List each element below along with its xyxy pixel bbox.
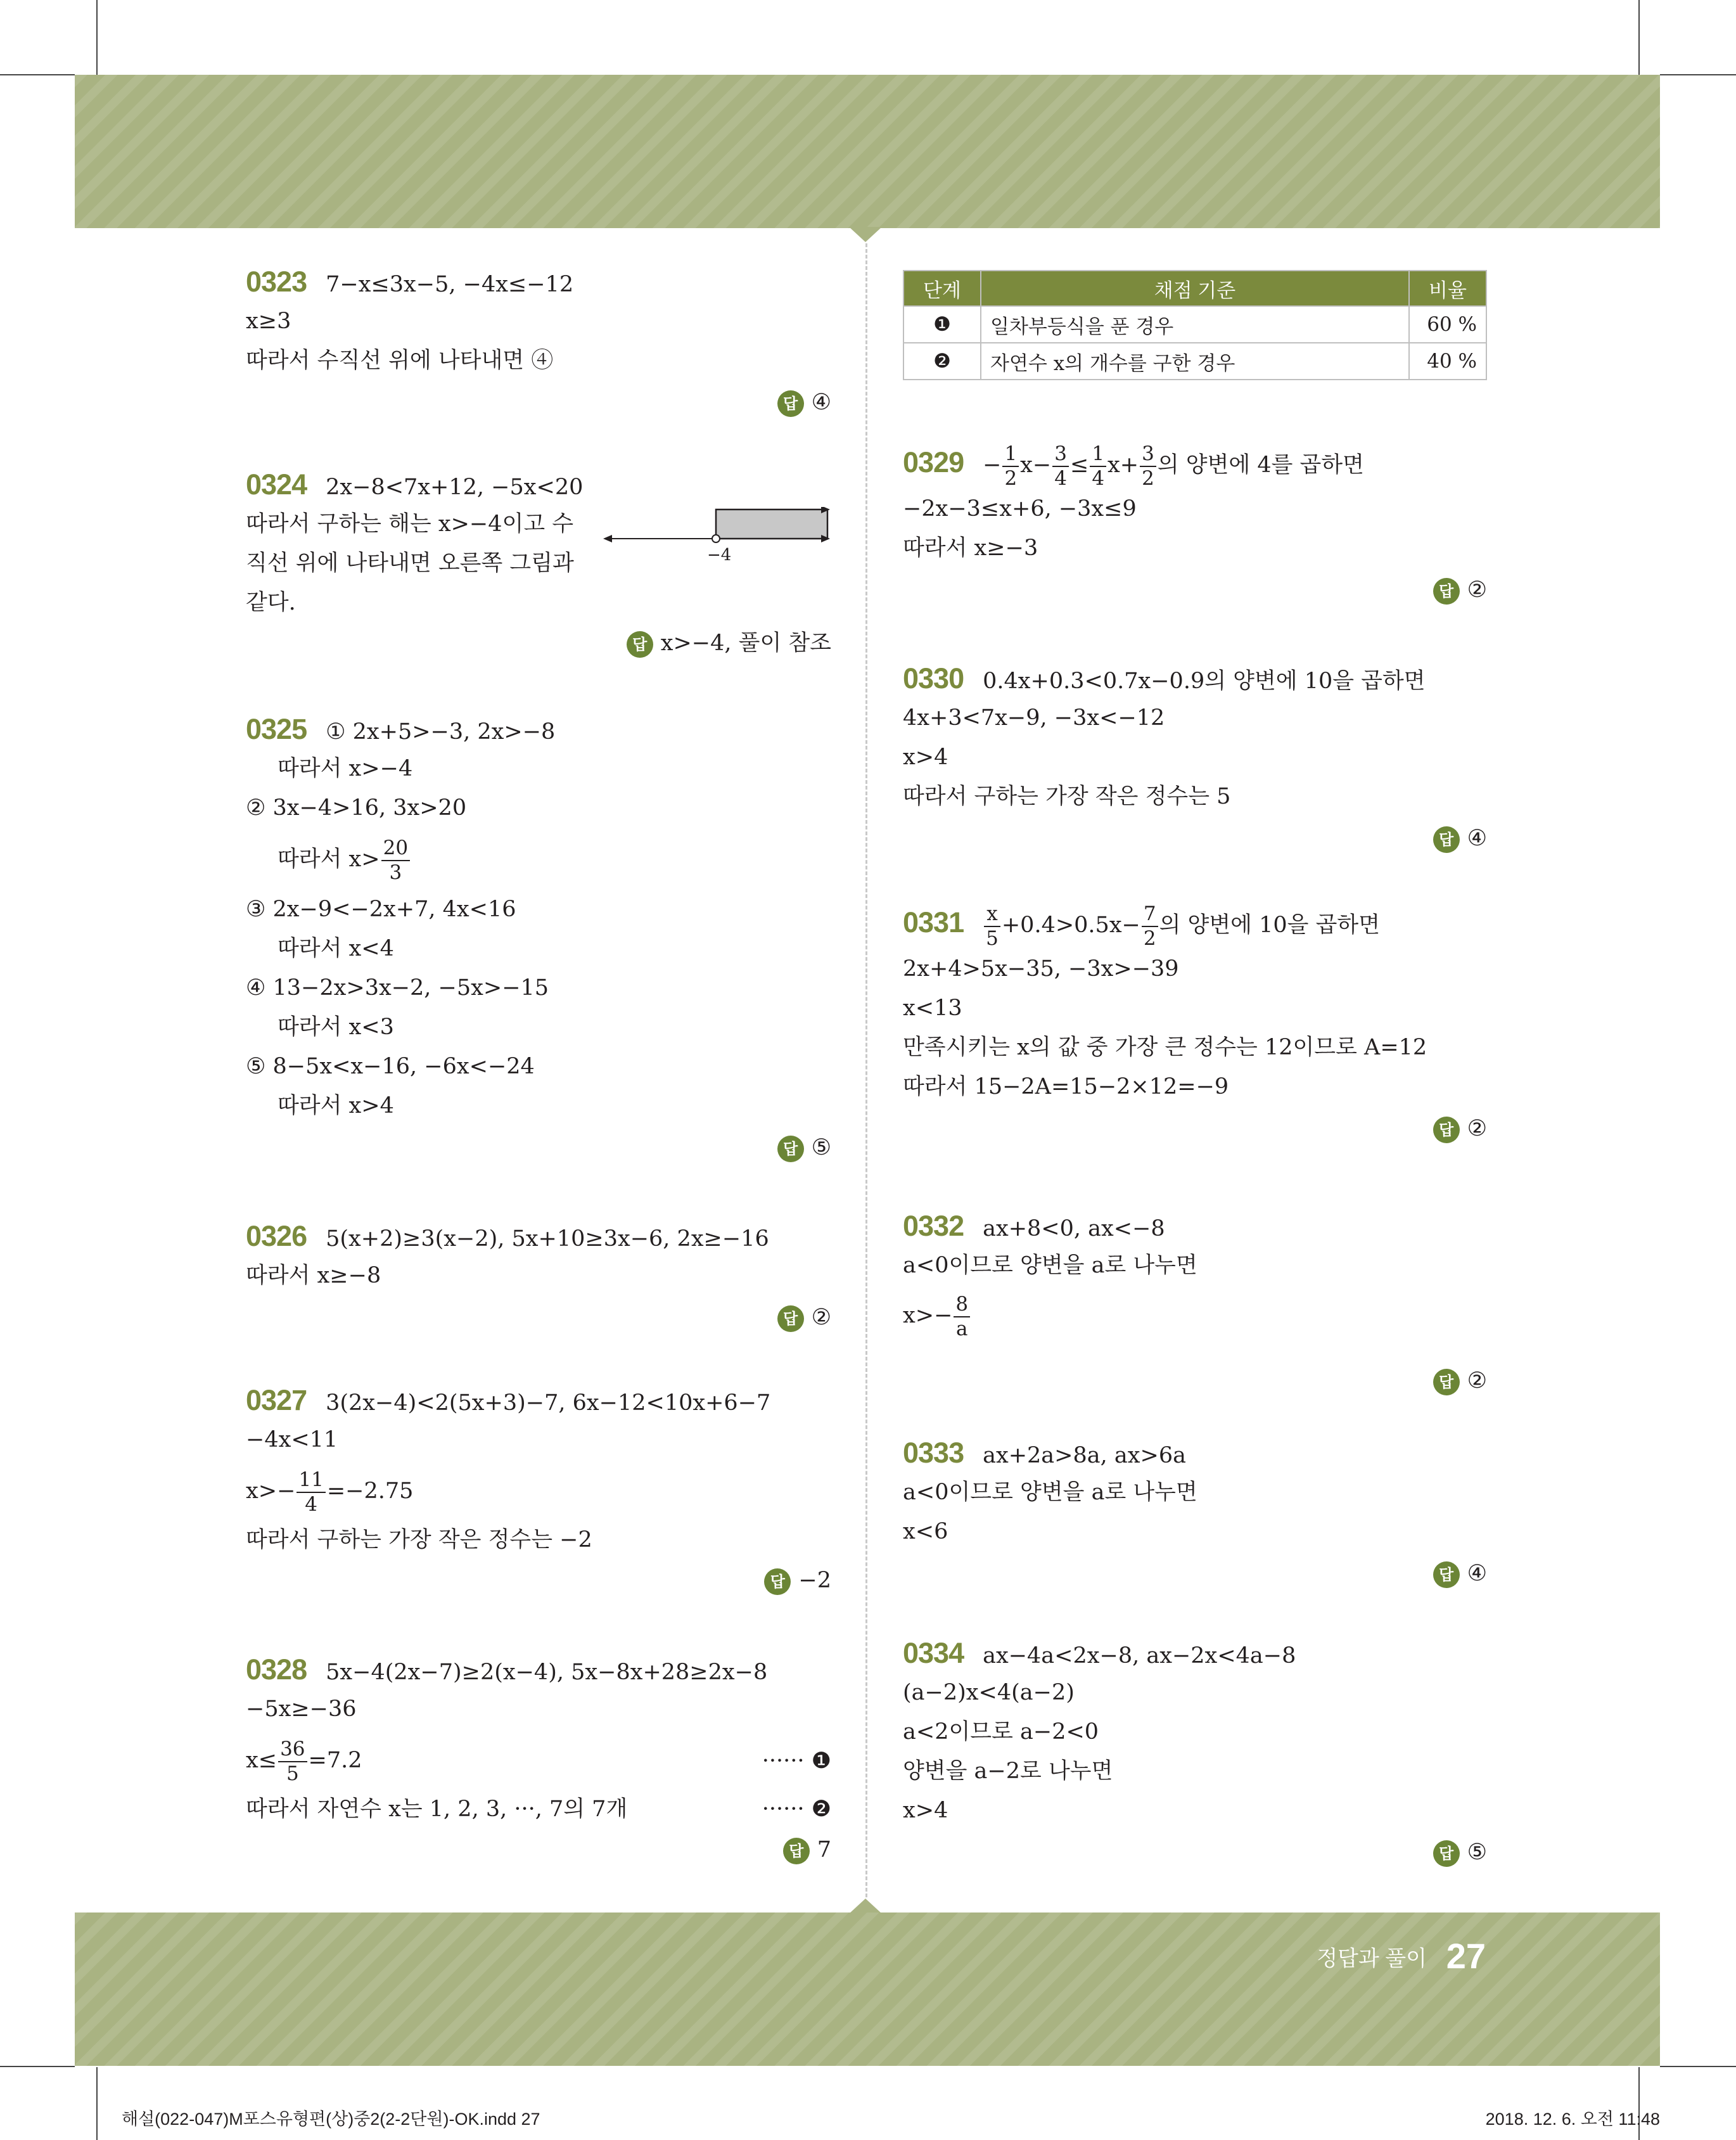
solution-line: a<0이므로 양변을 a로 나누면 [903,1253,1197,1278]
table-cell-step: ❶ [903,306,981,343]
denominator: 5 [286,1762,299,1785]
solution-text: 따라서 x> [278,847,380,872]
solution-line: −5x≥−36 [246,1696,357,1722]
solution-line: −2x−3≤x+6, −3x≤9 [903,496,1137,522]
table-row [903,306,1486,343]
problem-number: 0332 [903,1210,964,1242]
header-band [75,75,1660,228]
numerator: 8 [954,1295,970,1317]
numerator: 1 [1090,444,1106,467]
denominator: 4 [1054,466,1067,490]
step-marker: ······ ❷ [762,1797,831,1822]
answer-value: ⑤ [1467,1840,1487,1865]
numerator: 1 [1002,444,1019,467]
answer [1433,1113,1487,1144]
answer-value: ② [811,1305,831,1330]
solution-line [903,897,1380,951]
crop-mark [0,2066,75,2067]
solution-line: 따라서 x≥−8 [246,1263,381,1288]
solution-line: 0.4x+0.3<0.7x−0.9의 양변에 10을 곱하면 [983,669,1426,694]
solution-line [246,1735,362,1786]
footer-section-label: 정답과 풀이 [1317,1947,1427,1971]
answer-badge: 답 [764,1568,791,1595]
solution-line: ax−4a<2x−8, ax−2x<4a−8 [983,1643,1296,1669]
fraction [297,1470,325,1515]
solution-line: ⑤ 8−5x<x−16, −6x<−24 [246,1054,535,1079]
answer-value: ② [1467,577,1487,603]
answer [1433,1365,1487,1397]
table-cell-ratio: 60 % [1409,306,1486,343]
solution-line: ④ 13−2x>3x−2, −5x>−15 [246,975,549,1001]
crop-mark [0,74,75,75]
fraction [1090,444,1106,489]
slug-timestamp: 2018. 12. 6. 오전 11:48 [1485,2110,1660,2129]
number-line-figure [602,507,831,564]
solution-line: 따라서 수직선 위에 나타내면 ④ [246,348,554,373]
solution-line: 직선 위에 나타내면 오른쪽 그림과 [246,551,574,576]
answer-value: ④ [1467,826,1487,851]
answer-value: −2 [798,1568,831,1593]
table-header-row [903,271,1486,306]
fraction [1140,444,1156,489]
denominator: 5 [986,926,999,950]
fraction [954,1292,970,1340]
table-cell-ratio: 40 % [1409,343,1486,380]
scoring-table [903,270,1487,380]
numerator: 20 [381,838,410,861]
solution-line: 2x+4>5x−35, −3x>−39 [903,956,1179,982]
problem-number: 0329 [903,446,964,478]
denominator: a [956,1317,968,1340]
fraction [278,1737,307,1785]
answer [1433,823,1487,854]
solution-text: +0.4>0.5x− [1001,913,1140,938]
solution-text: ≤ [1069,452,1089,478]
solution-text: − [983,452,1002,478]
solution-line: x>4 [903,745,948,770]
solution-text: x≤ [246,1748,278,1773]
solution-line: (a−2)x<4(a−2) [903,1680,1075,1705]
answer-badge: 답 [783,1838,810,1864]
tick-label: −4 [707,546,732,564]
answer-badge: 답 [1433,1369,1460,1395]
answer-value: ④ [811,390,831,415]
solution-line: 따라서 구하는 가장 작은 정수는 5 [903,784,1231,809]
answer-badge: 답 [777,390,804,417]
footer-band [75,1913,1660,2066]
answer-value: x>−4, 풀이 참조 [660,631,831,656]
numerator: 3 [1052,444,1069,467]
fraction [1052,444,1069,489]
solution-text: x− [1020,452,1052,478]
denominator: 4 [305,1492,317,1516]
column-divider [865,243,867,1897]
problem-number: 0326 [246,1220,307,1252]
denominator: 4 [1092,466,1105,490]
crop-mark [96,0,98,75]
table-header: 단계 [903,271,981,306]
problem-number: 0325 [246,713,307,745]
fraction [381,838,410,883]
answer-badge: 답 [777,1136,804,1162]
fraction [984,904,1000,949]
solution-line: 만족시키는 x의 값 중 가장 큰 정수는 12이므로 A=12 [903,1035,1427,1060]
problem-number: 0323 [246,266,307,298]
table-cell-criterion: 일차부등식을 푼 경우 [981,306,1409,343]
answer-badge: 답 [777,1305,804,1332]
solution-line [903,1290,971,1341]
problem-number: 0331 [903,906,964,939]
answer-badge: 답 [1433,826,1460,853]
solution-line: ③ 2x−9<−2x+7, 4x<16 [246,897,516,922]
crop-mark [1660,74,1736,75]
solution-line: 4x+3<7x−9, −3x<−12 [903,705,1165,731]
solution-line: 따라서 x≥−3 [903,535,1038,561]
table-cell-criterion: 자연수 x의 개수를 구한 경우 [981,343,1409,380]
solution-line: ax+2a>8a, ax>6a [983,1443,1186,1468]
solution-line: −4x<11 [246,1427,338,1452]
answer-badge: 답 [627,631,653,658]
answer [1433,574,1487,606]
problem-number: 0334 [903,1637,964,1669]
answer-value: ② [1467,1116,1487,1141]
table-row [903,343,1486,380]
crop-mark [96,2067,98,2140]
solution-line [246,1466,413,1516]
problem-number: 0333 [903,1437,964,1469]
solution-line: 양변을 a−2로 나누면 [903,1759,1113,1784]
answer-badge: 답 [1433,578,1460,605]
answer-value: ② [1467,1368,1487,1394]
numerator: x [984,904,1000,927]
slug-file-info: 해설(022-047)M포스유형편(상)중2(2-2단원)-OK.indd 27 [122,2110,540,2129]
answer [1433,1836,1487,1868]
numerator: 7 [1142,904,1158,927]
solution-line: x≥3 [246,309,291,334]
solution-text: x>− [903,1303,953,1328]
answer-badge: 답 [1433,1840,1460,1867]
solution-line: 따라서 15−2A=15−2×12=−9 [903,1074,1229,1099]
answer [783,1834,831,1866]
solution-line: ① 2x+5>−3, 2x>−8 [326,719,556,745]
solution-line [903,437,1364,490]
page-number: 27 [1446,1936,1486,1976]
answer [1433,1558,1487,1589]
denominator: 2 [1004,466,1018,490]
numerator: 11 [297,1470,325,1493]
solution-line: 3(2x−4)<2(5x+3)−7, 6x−12<10x+6−7 [326,1390,771,1416]
solution-line: 따라서 구하는 가장 작은 정수는 −2 [246,1527,592,1553]
solution-line: x>4 [903,1798,948,1823]
solution-line: 5x−4(2x−7)≥2(x−4), 5x−8x+28≥2x−8 [326,1660,768,1685]
solution-line: x<13 [903,996,962,1021]
answer [777,1302,831,1333]
solution-line [278,834,411,885]
solution-line: ax+8<0, ax<−8 [983,1216,1165,1241]
problem-number: 0330 [903,662,964,695]
divider-notch-bottom [849,1899,882,1914]
answer-badge: 답 [1433,1561,1460,1588]
solution-line: 따라서 x<4 [278,936,394,961]
solution-text: 의 양변에 4를 곱하면 [1157,452,1364,478]
solution-region [716,509,827,539]
numerator: 36 [278,1740,307,1762]
solution-line: 7−x≤3x−5, −4x≤−12 [326,272,574,297]
solution-text: =7.2 [308,1748,362,1773]
step-marker: ······ ❶ [762,1748,831,1774]
crop-mark [1660,2066,1736,2067]
denominator: 2 [1142,466,1154,490]
solution-text: =−2.75 [326,1478,414,1504]
denominator: 3 [389,861,402,884]
solution-line: 따라서 x<3 [278,1015,394,1040]
fraction [1002,444,1019,489]
numerator: 3 [1140,444,1156,467]
solution-line: ② 3x−4>16, 3x>20 [246,795,467,821]
fraction [1142,904,1158,949]
answer [764,1565,831,1596]
denominator: 2 [1143,926,1156,950]
solution-line: x<6 [903,1519,948,1544]
problem-number: 0324 [246,468,307,501]
solution-text: 의 양변에 10을 곱하면 [1159,913,1381,938]
solution-line: 2x−8<7x+12, −5x<20 [326,475,584,500]
arrow-left-icon [603,535,612,542]
table-cell-step: ❷ [903,343,981,380]
answer [777,387,831,418]
answer [777,1132,831,1163]
solution-line: a<0이므로 양변을 a로 나누면 [903,1480,1197,1505]
answer-badge: 답 [1433,1117,1460,1143]
problem-number: 0327 [246,1384,307,1416]
table-header: 비율 [1409,271,1486,306]
solution-line: 따라서 구하는 해는 x>−4이고 수 [246,511,574,537]
solution-line: 따라서 자연수 x는 1, 2, 3, ···, 7의 7개 [246,1797,628,1822]
answer-value: ④ [1467,1561,1487,1586]
solution-line: 따라서 x>4 [278,1093,394,1118]
solution-text: x>− [246,1478,296,1504]
solution-line: 따라서 x>−4 [278,756,413,781]
problem-number: 0328 [246,1653,307,1686]
answer-value: ⑤ [811,1135,831,1160]
open-point [712,535,720,542]
crop-mark [1638,0,1640,75]
answer-value: 7 [817,1837,831,1862]
solution-line: a<2이므로 a−2<0 [903,1719,1099,1745]
divider-notch-top [849,227,882,242]
solution-text: x+ [1107,452,1139,478]
table-header: 채점 기준 [981,271,1409,306]
answer [627,627,831,659]
solution-line: 5(x+2)≥3(x−2), 5x+10≥3x−6, 2x≥−16 [326,1226,769,1252]
solution-line: 같다. [246,590,296,615]
